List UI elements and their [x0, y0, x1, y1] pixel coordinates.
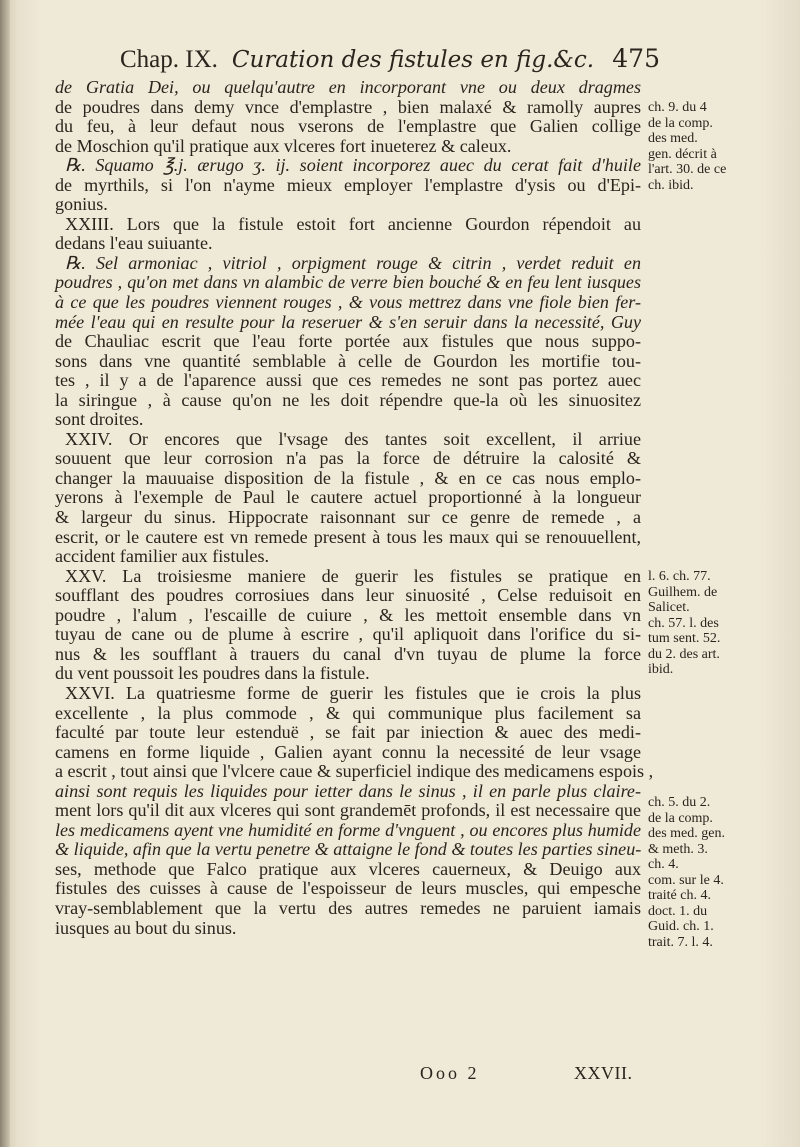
text-line: du vent poussoit les poudres dans la fistule.	[55, 663, 370, 684]
page-spine-shadow	[0, 0, 10, 1147]
text-line: de Chauliac escrit que l'eau forte portée aux fistules que nous suppo-	[55, 331, 641, 352]
text-line: tes , il y a de l'aparence aussi que ces remedes ne sont pas portez auec	[55, 370, 641, 391]
margin-note	[648, 100, 753, 193]
text-line: ses, methode que Falco pratique aux vlceres cauerneux, & Deuigo aux	[55, 858, 641, 879]
margin-note-line: doct. 1. du	[648, 903, 708, 919]
margin-note-line: gen. décrit à	[648, 146, 717, 162]
margin-note-line: com. sur le 4.	[648, 872, 724, 888]
main-text	[55, 77, 654, 938]
margin-note-line: de la comp.	[648, 810, 713, 826]
margin-note-line: ch. 9. du 4	[648, 100, 707, 115]
margin-note-line: ch. 4.	[648, 857, 679, 872]
text-line: escrit, or le cautere est vn remede present à tous les maux qui se renouuellent,	[55, 526, 641, 547]
text-line: iusques au bout du sinus.	[55, 917, 237, 938]
margin-note	[648, 795, 753, 950]
margin-note-line: ch. 5. du 2.	[648, 795, 711, 810]
text-line: nus & les soufflant à trauers du canal d'vn tuyau de plume la force	[55, 643, 641, 664]
margin-note-line: Guid. ch. 1.	[648, 919, 714, 934]
text-line: poudres , qu'on met dans vn alambic de verre bien bouché & en feu lent iusques	[55, 272, 641, 293]
margin-note-line: du 2. des art.	[648, 646, 720, 662]
text-line: fistules des cuisses à cause de l'espoisseur de leurs muscles, qui empesche	[55, 878, 641, 899]
text-line: tuyau de cane ou de plume à escrire , qu'il apliquoit dans l'orifice du si-	[55, 624, 641, 645]
text-line: XXIII. Lors que la fistule estoit fort ancienne Gourdon répendoit au	[65, 213, 641, 234]
running-header	[120, 44, 660, 78]
text-line: du feu, à leur defaut nous vserons de l'emplastre que Galien collige	[55, 116, 641, 137]
text-line: yerons à l'exemple de Paul le cautere actuel proportionné à la longueur	[55, 487, 641, 508]
margin-note-line: trait. 7. l. 4.	[648, 934, 713, 950]
text-line: changer la mauuaise disposition de la fistule , & en ce cas nous emplo-	[55, 467, 641, 488]
margin-note-line: de la comp.	[648, 115, 713, 131]
text-line: accident familier aux fistules.	[55, 546, 270, 567]
margin-note-line: Guilhem. de	[648, 584, 718, 600]
margin-note-line: des med. gen.	[648, 826, 725, 841]
text-line: à ce que les poudres viennent rouges , & vous mettrez dans vne fiole bien fer-	[55, 292, 641, 313]
text-line: dedans l'eau suiuante.	[55, 233, 213, 254]
text-line: de myrthils, si l'on n'ayme mieux employer l'emplastre d'ysis ou d'Epi-	[55, 174, 641, 195]
text-line: a escrit , tout ainsi que l'vlcere caue & superficiel indique des medicamens espois ,	[55, 761, 654, 782]
text-line: ainsi sont requis les liquides pour ietter dans le sinus , il en parle plus claire-	[55, 780, 641, 801]
margin-note-line: & meth. 3.	[648, 841, 708, 857]
text-line: XXIV. Or encores que l'vsage des tantes soit excellent, il arriue	[65, 428, 641, 449]
text-line: la siringue , à cause qu'on ne les doit répendre que-la où les sinuositez	[55, 389, 641, 410]
margin-note-line: l'art. 30. de ce	[648, 162, 727, 177]
margin-note-line: ibid.	[648, 662, 674, 677]
text-line: XXV. La troisiesme maniere de guerir les fistules se pratique en	[65, 565, 641, 586]
text-line: mée l'eau qui en resulte pour la reseruer & s'en seruir dans la necessité, Guy	[55, 311, 641, 332]
text-line: ℞. Sel armoniac , vitriol , orpigment rouge & citrin , verdet reduit en	[65, 252, 641, 273]
catchword: XXVII.	[574, 1063, 633, 1083]
text-line: XXVI. La quatriesme forme de guerir les fistules que ie crois la plus	[65, 682, 641, 703]
text-line: de poudres dans demy vnce d'emplastre , bien malaxé & ramolly aupres	[55, 96, 641, 117]
text-line: camens en forme liquide , Galien ayant connu la necessité de leur vsage	[55, 741, 641, 762]
text-line: excellente , la plus commode , & qui communique plus facilement sa	[55, 702, 641, 723]
margin-note-line: ch. ibid.	[648, 177, 694, 193]
text-line: ment lors qu'il dit aux vlceres qui sont grandemēt profonds, il est necessaire que	[55, 800, 641, 821]
text-line: & largeur du sinus. Hippocrate raisonnant sur ce genre de remede , a	[55, 507, 641, 528]
text-line: faculté par toute leur estenduë , se fait par iniection & auec des medi-	[55, 722, 641, 743]
margin-note-line: l. 6. ch. 77.	[648, 569, 711, 584]
text-line: sont droites.	[55, 409, 144, 430]
text-line: les medicamens ayent vne humidité en forme d'vnguent , ou encores plus humide	[55, 819, 641, 840]
text-line: de Gratia Dei, ou quelqu'autre en incorporant vne ou deux dragmes	[55, 77, 641, 97]
margin-note-line: ch. 57. l. des	[648, 615, 719, 631]
text-line: poudre , l'alum , l'escaille de cuiure , & les mettoit ensemble dans vn	[55, 604, 641, 625]
text-line: ℞. Squamo ℥.j. ærugo ʒ. ij. soient incorporez auec du cerat fait d'huile	[65, 155, 641, 176]
text-line: vray-semblablement que la vertu des autres remedes ne paruient iamais	[55, 897, 641, 918]
running-title: Curation des fistules en fig.&c.	[231, 47, 595, 73]
margin-note-line: traité ch. 4.	[648, 888, 711, 903]
text-line: & liquide, afin que la vertu penetre & attaigne le fond & toutes les parties sineu-	[55, 839, 642, 860]
text-line: soufflant des poudres corrosiues dans leur sinuosité , Celse reduisoit en	[55, 585, 641, 606]
margin-note	[648, 569, 753, 678]
text-line: gonius.	[55, 194, 108, 215]
margin-note-line: des med.	[648, 131, 698, 146]
margin-note-line: tum sent. 52.	[648, 631, 721, 646]
signature-mark: Ooo 2	[420, 1063, 480, 1083]
margin-note-line: Salicet.	[648, 600, 690, 615]
text-line: de Moschion qu'il pratique aux vlceres fort inueterez & caleux.	[55, 135, 512, 156]
text-line: sons dans vne quantité semblable à celle de Gourdon les mortifie tou-	[55, 350, 641, 371]
chapter-label: Chap. IX.	[120, 46, 218, 73]
text-line: souuent que leur corrosion n'a pas la force de détruire la calosité &	[55, 448, 641, 469]
page-number: 475	[612, 44, 660, 73]
